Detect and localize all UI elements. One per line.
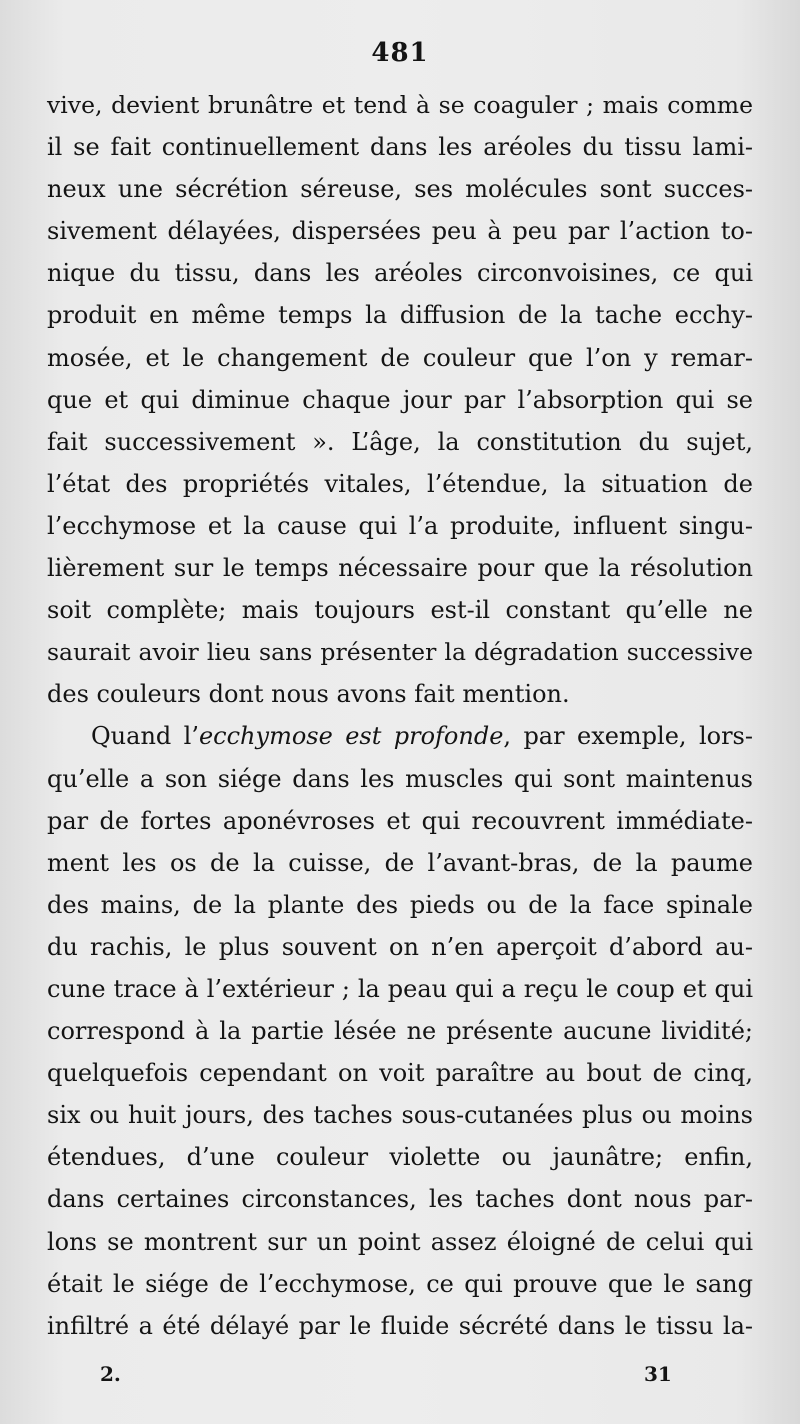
- text-line: [47, 715, 753, 757]
- text-line: fait successivement ». L’âge, la constitution du sujet,: [47, 427, 753, 456]
- signature-mark: 2.: [100, 1362, 121, 1386]
- text-line: quelquefois cependant on voit paraître au bout de cinq,: [47, 1059, 753, 1088]
- text-line: mosée, et le changement de couleur que l’on y remar-: [47, 343, 753, 372]
- text-line: lons se montrent sur un point assez éloigné de celui qui: [47, 1227, 753, 1256]
- text-line: vive, devient brunâtre et tend à se coaguler ; mais comme: [47, 91, 753, 119]
- text-line: qu’elle a son siége dans les muscles qui sont maintenus: [47, 764, 753, 793]
- text-line: infiltré a été délayé par le fluide sécrété dans le tissu la-: [47, 1311, 753, 1340]
- italic-term: ecchymose est profonde: [198, 722, 504, 751]
- paragraph-1: [47, 84, 753, 715]
- page-number: 481: [371, 38, 429, 68]
- text-line: que et qui diminue chaque jour par l’absorption qui se: [47, 385, 753, 414]
- paragraph-2: [47, 715, 753, 1346]
- text-line: correspond à la partie lésée ne présente aucune lividité;: [47, 1017, 753, 1046]
- text-line: cune trace à l’extérieur ; la peau qui a reçu le coup et qui: [47, 974, 753, 1003]
- text-line: six ou huit jours, des taches sous-cutanées plus ou moins: [47, 1101, 753, 1130]
- text-line: des couleurs dont nous avons fait mention.: [47, 680, 570, 709]
- text-line: lièrement sur le temps nécessaire pour que la résolution: [47, 554, 753, 583]
- text-line: dans certaines circonstances, les taches dont nous par-: [47, 1185, 753, 1214]
- sheet-mark: 31: [644, 1362, 672, 1386]
- text-line: il se fait continuellement dans les aréoles du tissu lami-: [47, 133, 753, 162]
- text-line: nique du tissu, dans les aréoles circonvoisines, ce qui: [47, 259, 753, 288]
- lead-text: Quand l’: [91, 722, 199, 751]
- text-line: des mains, de la plante des pieds ou de la face spinale: [47, 890, 753, 919]
- text-line: saurait avoir lieu sans présenter la dégradation successive: [47, 638, 753, 667]
- body-text: [47, 84, 753, 1347]
- text-line: neux une sécrétion séreuse, ses molécules sont succes-: [47, 175, 753, 204]
- text-line: était le siége de l’ecchymose, ce qui prouve que le sang: [47, 1269, 753, 1298]
- text-line: ment les os de la cuisse, de l’avant-bras, de la paume: [47, 848, 753, 877]
- text-line: l’état des propriétés vitales, l’étendue, la situation de: [47, 469, 753, 498]
- text-line: par de fortes aponévroses et qui recouvrent immédiate-: [47, 806, 753, 835]
- text-line: sivement délayées, dispersées peu à peu par l’action to-: [47, 217, 753, 246]
- text-line: soit complète; mais toujours est-il constant qu’elle ne: [47, 596, 753, 625]
- lead-rest-text: , par exemple, lors-: [503, 722, 753, 751]
- text-line: étendues, d’une couleur violette ou jaunâtre; enfin,: [47, 1143, 753, 1172]
- page-footer: [0, 1362, 800, 1392]
- text-line: l’ecchymose et la cause qui l’a produite, influent singu-: [47, 511, 753, 540]
- text-line: du rachis, le plus souvent on n’en aperçoit d’abord au-: [47, 932, 753, 961]
- text-line: produit en même temps la diffusion de la tache ecchy-: [47, 301, 753, 330]
